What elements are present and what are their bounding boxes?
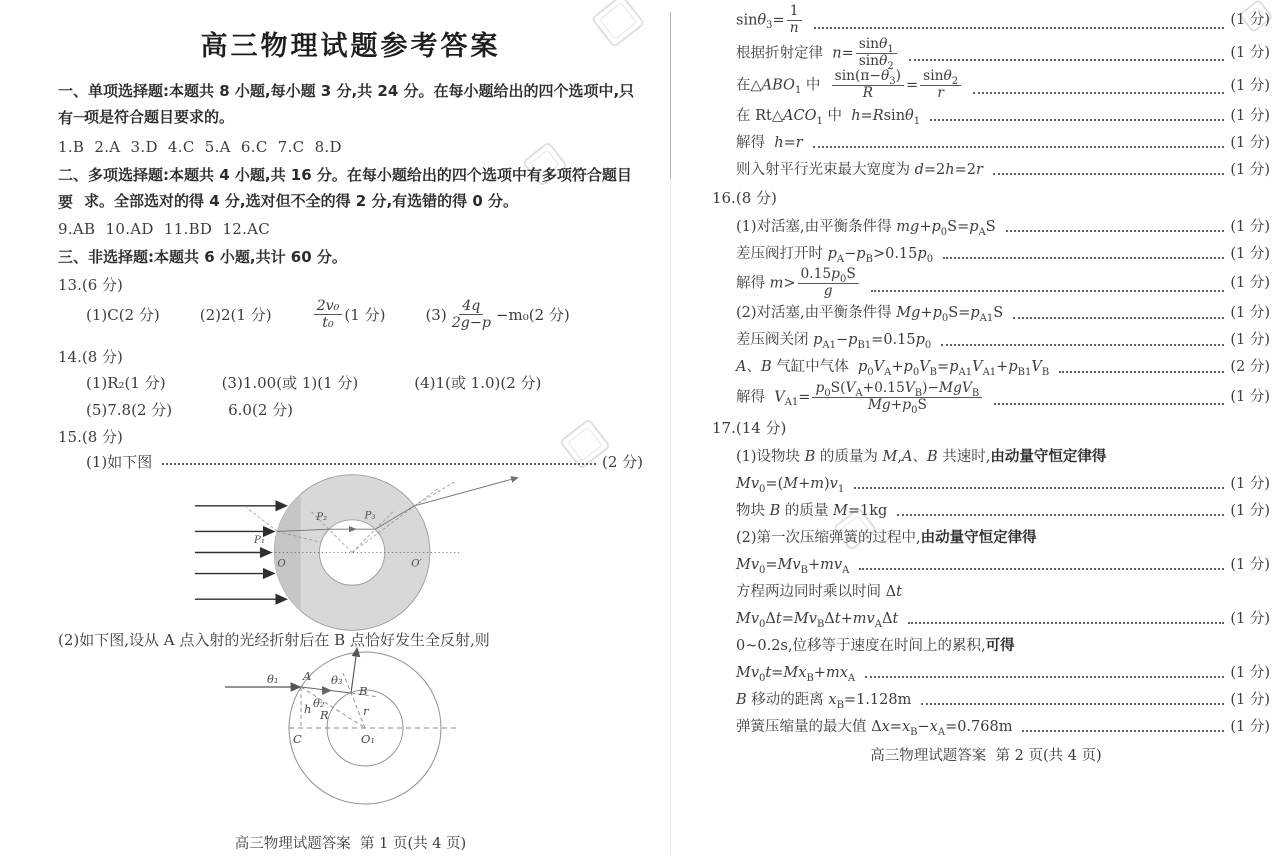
score-badge: (1 分) (1230, 275, 1270, 292)
answers-q1-8: 1.B 2.A 3.D 4.C 5.A 6.C 7.C 8.D (58, 138, 342, 156)
dotted-leader (994, 403, 1224, 405)
dotted-leader (1022, 730, 1224, 732)
question-heading: 16.(8 分) (712, 189, 777, 208)
score-badge: (1 分) (1230, 218, 1270, 235)
q14-item4: (5)7.8(2 分) (86, 401, 173, 419)
q13-item3: (3) $\frac{4q}{2g-p}$ −m₀(2 分) (425, 298, 570, 332)
dotted-leader (941, 344, 1224, 346)
solution-formula-line: $Mv_0t=Mx_B+mx_A$ (1 分) (736, 664, 1270, 684)
q13-item1: (1)C(2 分) (86, 306, 160, 325)
solution-formula-line: 解得 $V_{A1}=$ $\frac{p_0S(V_A+0.15V_B)-MgV_B}{Mg+p_0S}$ (1 分) (736, 379, 1270, 416)
solution-formula-line: 解得 m> $\frac{0.15p_0S}{g}$ (1 分) (736, 266, 1270, 299)
page-title: 高三物理试题参考答案 (200, 31, 501, 62)
solution-text-line: 方程两边同时乘以时间 Δt (736, 583, 902, 600)
q15-heading: 15.(8 分) (58, 428, 123, 446)
score-badge: (1 分) (1230, 389, 1270, 406)
score-badge: (1 分) (1230, 475, 1270, 492)
solution-formula-line: 则入射平行光束最大宽度为 d=2h=2r (1 分) (736, 161, 1270, 178)
score-badge: (1 分) (1230, 332, 1270, 349)
score-badge: (1 分) (1230, 77, 1270, 94)
solution-formula-line: (2)对活塞,由平衡条件得 $Mg+p_0S=p_{A1}S$ (1 分) (736, 305, 1270, 325)
label-r-big: R (320, 708, 329, 722)
label-o1: O₁ (361, 732, 376, 746)
solution-formula-line: 弹簧压缩量的最大值 $\Delta x=x_B-x_A=0.768m$ (1 分) (736, 718, 1270, 738)
solution-formula-line: 差压阀打开时 $p_A-p_B>0.15p_0$ (1 分) (736, 245, 1270, 265)
score-badge: (1 分) (1230, 610, 1270, 627)
normal-bo1-dashed (343, 673, 368, 728)
score-badge: (1 分) (1230, 12, 1270, 29)
score-badge: (1 分) (1230, 134, 1270, 151)
q14-item5: 6.0(2 分) (228, 401, 293, 419)
ray-direction-arrow (322, 686, 332, 695)
score-badge: (1 分) (1230, 45, 1270, 62)
solution-formula-line: $Mv_0=(M+m)v_1$ (1 分) (736, 475, 1270, 495)
q14-heading: 14.(8 分) (58, 348, 123, 366)
solution-formula-line: 根据折射定律 n= $\frac{\sin\theta_1}{\sin\theta_2}$ (1 分) (736, 35, 1270, 72)
score-badge: (1 分) (1230, 718, 1270, 735)
right-page-lines (702, 4, 1270, 740)
score-badge: (1 分) (1230, 305, 1270, 322)
label-theta2: θ₂ (313, 696, 325, 710)
page-divider-line-faint (670, 178, 671, 854)
score-badge: (1 分) (1230, 107, 1270, 124)
label-p2: P₂ (316, 511, 328, 523)
q13-heading: 13.(6 分) (58, 276, 123, 294)
label-c: C (293, 732, 302, 746)
optics-annulus-diagram (188, 470, 524, 635)
total-internal-reflection-diagram (205, 633, 525, 818)
page-divider-line (670, 12, 671, 178)
score-badge: (2 分) (1230, 359, 1270, 376)
solution-formula-line: $Mv_0\Delta t=Mv_B\Delta t+mv_A\Delta t$ (1 分) (736, 610, 1270, 630)
q14-item2: (3)1.00(或 1)(1 分) (221, 374, 359, 392)
page-right (702, 4, 1270, 860)
score-badge: (1 分) (1230, 664, 1270, 681)
score-badge: (1 分) (1230, 556, 1270, 573)
label-o: O (277, 558, 286, 570)
answers-q9-12: 9.AB 10.AD 11.BD 12.AC (58, 220, 271, 238)
solution-formula-line: 差压阀关闭 $p_{A1}-p_{B1}=0.15p_0$ (1 分) (736, 332, 1270, 352)
dotted-leader (909, 59, 1225, 61)
label-a: A (303, 669, 312, 683)
dotted-leader (865, 676, 1224, 678)
solution-formula-line: A、B 气缸中气体 $p_0V_A+p_0V_B=p_{A1}V_{A1}+p_{B1}V_B$ (2 分) (736, 359, 1270, 379)
label-o-prime: O′ (411, 558, 422, 570)
dotted-leader (813, 146, 1225, 148)
q14-item3: (4)1(或 1.0)(2 分) (414, 374, 542, 392)
solution-formula-line: 物块 B 的质量 M=1kg (1 分) (736, 502, 1270, 519)
section1-heading-cont: 项是符合题目要求的。 (84, 108, 235, 126)
q14-answers-row2 (58, 399, 643, 420)
fraction: $\frac{4q}{2g-p}$ (451, 298, 491, 332)
q13-answers-row (58, 298, 643, 332)
dotted-leader (871, 290, 1225, 292)
undeviated-dashed (414, 481, 456, 506)
dotted-leader (1013, 317, 1224, 319)
label-b: B (359, 684, 368, 698)
reflected-ray (351, 649, 357, 693)
label-r-small: r (363, 704, 369, 718)
dotted-leader (854, 487, 1224, 489)
dotted-leader (921, 703, 1224, 705)
reflected-dashed (246, 507, 277, 531)
page2-footer: 高三物理试题答案 第 2 页(共 4 页) (870, 748, 1102, 765)
fraction: $\frac{\text{2v₀}}{\text{t₀}}$ (314, 298, 343, 332)
page-left (58, 14, 643, 860)
solution-formula-line: $Mv_0=Mv_B+mv_A$ (1 分) (736, 556, 1270, 576)
solution-text-line: (1)设物块 B 的质量为 M,A、B 共速时,由动量守恒定律得 (736, 448, 1107, 465)
page1-footer: 高三物理试题答案 第 1 页(共 4 页) (234, 836, 467, 852)
score-badge: (1 分) (1230, 245, 1270, 262)
section1-heading: 一、单项选择题:本题共 8 小题,每小题 3 分,共 24 分。在每小题给出的四个选项中,只有一 (58, 82, 635, 127)
dotted-leader (973, 92, 1224, 94)
dotted-leader (897, 514, 1224, 516)
score-badge: (1 分) (1230, 502, 1270, 519)
q13-item2b: $\frac{\text{2v₀}}{\text{t₀}}$ (1 分) (312, 298, 386, 332)
score-badge: (1 分) (1230, 161, 1270, 178)
section2-heading: 二、多项选择题:本题共 4 小题,共 16 分。在每小题给出的四个选项中有多项符合题目要 (58, 166, 632, 211)
label-p1: P₁ (254, 535, 265, 547)
q15-sub1-line: (1)如下图 (2 分) (86, 453, 643, 471)
exit-ray (414, 478, 517, 506)
dotted-leader (930, 119, 1224, 121)
q13-item2: (2)2(1 分) (199, 306, 272, 325)
solution-text-line: (2)第一次压缩弹簧的过程中,由动量守恒定律得 (736, 529, 1037, 546)
q14-answers-row1 (58, 372, 643, 393)
dotted-leader (943, 257, 1224, 259)
solution-formula-line: (1)对活塞,由平衡条件得 $mg+p_0S=p_AS$ (1 分) (736, 218, 1270, 238)
q15-sub2-line: (2)如下图,设从 A 点入射的光经折射后在 B 点恰好发生全反射,则 (58, 631, 490, 649)
solution-formula-line: 在 $Rt\triangle ACO_1$ 中 h=Rsinθ$_1$ (1 分) (736, 107, 1270, 127)
label-p3: P₃ (364, 510, 376, 522)
solution-formula-line: 在$\triangle ABO_1$ 中 $\frac{\sin(\pi-\theta_3)}{R}$ = $\frac{\sin\theta_2}{r}$ (1 分) (736, 68, 1270, 102)
dotted-leader (1059, 371, 1224, 373)
section3-heading: 三、非选择题:本题共 6 小题,共计 60 分。 (58, 248, 347, 266)
dotted-leader (993, 173, 1224, 175)
solution-text-line: 0~0.2s,位移等于速度在时间上的累积,可得 (736, 637, 1015, 654)
section2-heading-cont: 求。全部选对的得 4 分,选对但不全的得 2 分,有选错的得 0 分。 (84, 192, 519, 210)
score-badge: (1 分) (1230, 691, 1270, 708)
label-theta3: θ₃ (331, 673, 343, 687)
solution-formula-line: sinθ$_3$= $\frac{1}{n}$ (1 分) (736, 3, 1270, 36)
question-heading: 17.(14 分) (712, 419, 787, 438)
label-h: h (304, 702, 312, 716)
dotted-leader (859, 568, 1224, 570)
solution-formula-line: 解得 h=r (1 分) (736, 134, 1270, 151)
label-theta1: θ₁ (267, 672, 279, 686)
dotted-leader (1006, 230, 1225, 232)
dotted-leader (814, 27, 1225, 29)
q14-item1: (1)R₂(1 分) (86, 374, 166, 392)
dotted-leader (908, 622, 1224, 624)
dotted-leader (162, 463, 596, 465)
solution-formula-line: B 移动的距离 $x_B=1.128m$ (1 分) (736, 691, 1270, 711)
